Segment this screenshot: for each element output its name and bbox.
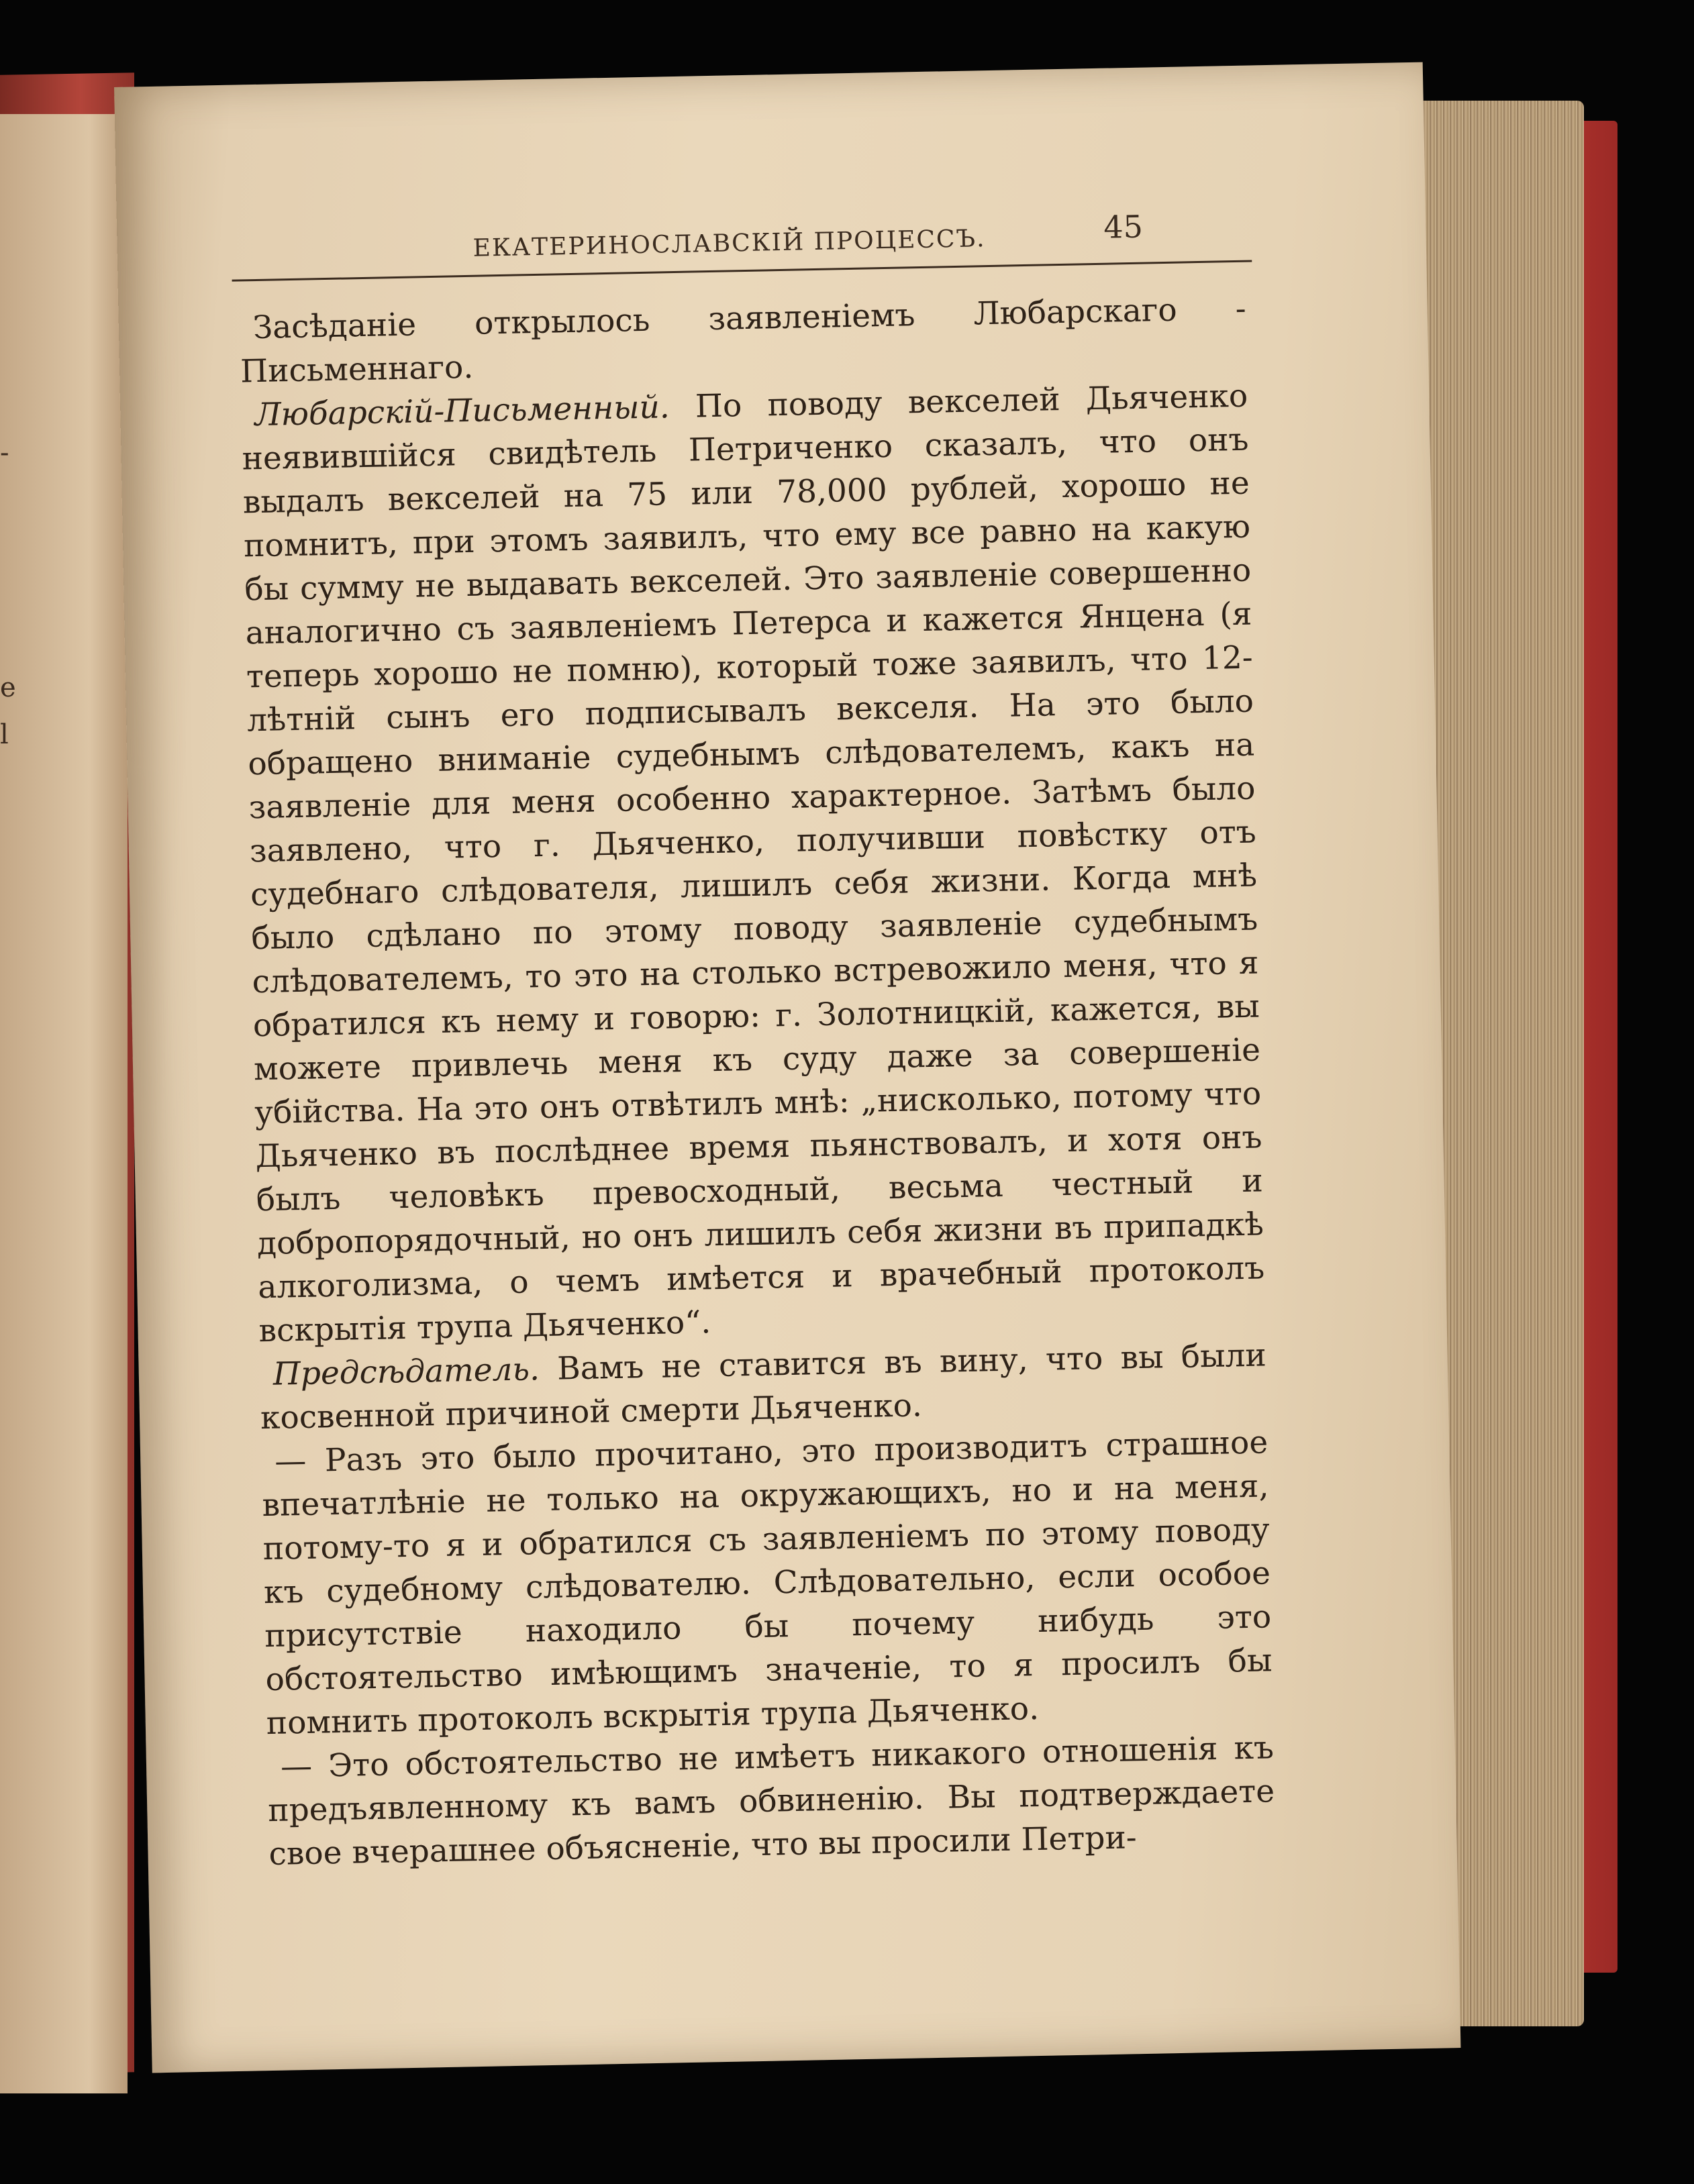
paragraph-text: По поводу векселей Дьяченко неявившійся свидѣтель Петриченко сказалъ, что онъ выдалъ векселей на 75 или 78,000 рублей, хорошо не помнитъ, при этомъ заявилъ, что ему все равно на какую бы сумму не выдавать векселей. Это заявленіе совершенно аналогично съ заявленіемъ Петерса и кажется Янцена (я теперь хорошо не помню), который тоже заявилъ, что 12-лѣтній сынъ его подписывалъ векселя. На это было обращено вниманіе судебнымъ слѣдователемъ, какъ на заявленіе для меня особенно характерное. Затѣмъ было заявлено, что г. Дьяченко, получивши повѣстку отъ судебнаго слѣдователя, лишилъ себя жизни. Когда мнѣ было сдѣлано по этому поводу заявленіе судебнымъ слѣдователемъ, то это на столько встревожило меня, что я обратился къ нему и говорю: г. Золотницкій, кажется, вы можете привлечь меня къ суду даже за совершеніе убійства. На это онъ отвѣтилъ мнѣ: „нисколько, потому что Дьяченко въ послѣднее время пьянствовалъ, и хотя онъ былъ человѣкъ превосходный, весьма честный и добропорядочный, но онъ лишилъ себя жизни въ припадкѣ алкоголизма, о чемъ имѣется и врачебный протоколъ вскрытія трупа Дьяченко“. [242, 377, 1265, 1350]
header-rule [232, 260, 1252, 282]
speaker-name: Любарскій-Письменный. [254, 388, 670, 434]
previous-page [0, 114, 128, 2093]
running-head: ЕКАТЕРИНОСЛАВСКІЙ ПРОЦЕССЪ. [472, 225, 986, 262]
margin-mark: e [0, 672, 16, 703]
paragraph-text: — Это обстоятельство не имѣетъ никакого отношенія къ предъявленному къ вамъ обвиненію. Вы подтверждаете свое вчерашнее объясненіе, что вы просили Петри- [267, 1729, 1275, 1873]
book-page [114, 62, 1460, 2073]
paragraph [241, 374, 1266, 1353]
page-number: 45 [1103, 208, 1144, 246]
paragraph-text: Засѣданіе открылось заявленіемъ Любарскаго - Письменнаго. [240, 290, 1247, 391]
margin-mark: l [0, 719, 9, 750]
page-body [239, 287, 1276, 1876]
paragraph-text: Вамъ не ставится въ вину, что вы были косвенной причиной смерти Дьяченко. [260, 1337, 1267, 1437]
paragraph-text: — Разъ это было прочитано, это производитъ страшное впечатлѣніе не только на окружающихъ, но и на меня, потому-то я и обратился съ заявленіемъ по этому поводу къ судебному слѣдователю. Слѣдовательно, если особое присутствіе находило бы почему нибудь это обстоятельство имѣющимъ значеніе, то я просилъ бы помнить протоколъ вскрытія трупа Дьяченко. [262, 1424, 1273, 1743]
margin-mark: - [0, 437, 9, 468]
speaker-name: Предсѣдатель. [272, 1351, 540, 1393]
previous-page-margin [0, 429, 20, 758]
paragraph [266, 1726, 1275, 1876]
paragraph [261, 1420, 1273, 1745]
